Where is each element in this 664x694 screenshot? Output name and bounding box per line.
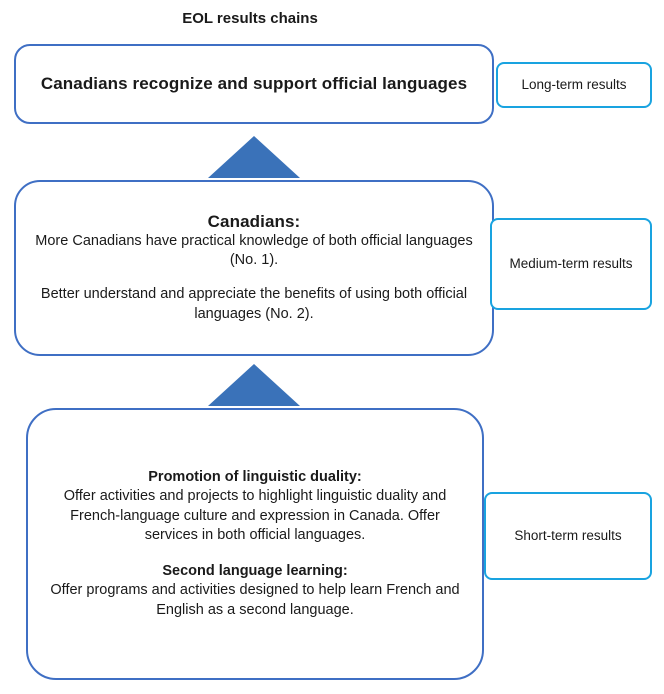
short-term-text-2: Offer programs and activities designed to help learn French and English as a second language.: [50, 582, 460, 618]
short-term-heading-2: Second language learning:: [162, 562, 348, 579]
long-term-results-box: [14, 44, 494, 124]
short-term-label-text: Short-term results: [514, 528, 622, 544]
long-term-label-text: Long-term results: [521, 77, 627, 93]
up-arrow-icon-short-to-medium: [208, 364, 300, 406]
page-title: EOL results chains: [182, 10, 318, 27]
long-term-headline: Canadians recognize and support official languages: [40, 74, 468, 93]
medium-term-results-label: [490, 218, 652, 310]
medium-term-headline: Canadians:: [207, 211, 301, 231]
medium-term-text-2: Better understand and appreciate the benefits of using both official languages (No. 2).: [40, 286, 468, 322]
short-term-results-label: [484, 492, 652, 580]
short-term-text-1: Offer activities and projects to highlight linguistic duality and French-language culture and expression in Canada. Offer services in both official languages.: [63, 488, 447, 544]
long-term-results-label: [496, 62, 652, 108]
up-arrow-icon-medium-to-long: [208, 136, 300, 178]
short-term-block-1: [46, 468, 464, 546]
short-term-heading-1: Promotion of linguistic duality:: [148, 468, 362, 485]
medium-term-label-text: Medium-term results: [509, 256, 633, 272]
medium-term-text-1: More Canadians have practical knowledge of both official languages (No. 1).: [35, 232, 473, 269]
short-term-block-2: [46, 562, 464, 621]
medium-term-results-box: [14, 180, 494, 356]
short-term-results-box: [26, 408, 484, 680]
